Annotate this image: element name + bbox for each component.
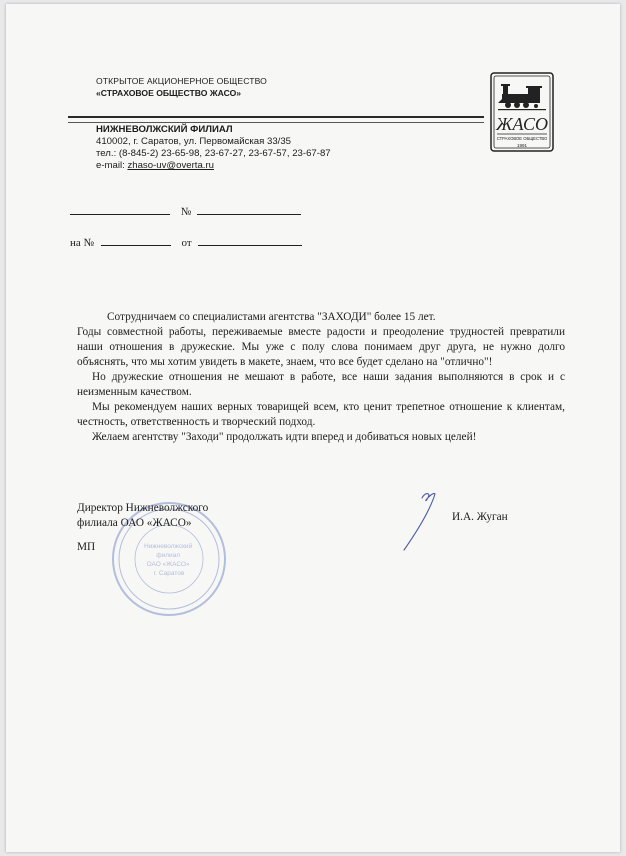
body-paragraph-1: Сотрудничаем со специалистами агентства "ЗАХОДИ" более 15 лет. bbox=[107, 311, 436, 323]
from-label: от bbox=[181, 237, 192, 249]
signature-icon bbox=[398, 490, 448, 556]
handwritten-signature bbox=[398, 490, 448, 556]
outgoing-number-line bbox=[197, 205, 301, 215]
company-logo bbox=[490, 72, 554, 152]
header-divider bbox=[68, 116, 484, 123]
body-paragraph-2: Годы совместной работы, переживаемые вместе радости и преодоление трудностей превратили наши отношения в дружеские. Мы уже с полу слова понимаем друг друга, не нужно долго объяснять, что мы хотим увидеть в макете, знаем, что все будет сделано на "отлично"! bbox=[77, 326, 565, 368]
email-link[interactable]: zhaso-uv@overta.ru bbox=[127, 160, 214, 171]
stamp-line-3: ОАО «ЖАСО» bbox=[146, 561, 190, 568]
reference-prefix: на № bbox=[70, 237, 95, 249]
company-type: ОТКРЫТОЕ АКЦИОНЕРНОЕ ОБЩЕСТВО bbox=[96, 76, 267, 86]
body-paragraph-4: Мы рекомендуем наших верных товарищей всем, кто ценит трепетное отношение к клиентам, честность, ответственность и творческий подход. bbox=[77, 401, 565, 428]
number-sign: № bbox=[180, 206, 192, 218]
reference-number-line bbox=[101, 236, 171, 246]
outgoing-number-row bbox=[70, 205, 301, 218]
body-paragraph-3: Но дружеские отношения не мешают в работе, все наши задания выполняются в срок и с неизменным качеством. bbox=[77, 371, 565, 398]
company-name: «СТРАХОВОЕ ОБЩЕСТВО ЖАСО» bbox=[96, 88, 242, 98]
branch-details bbox=[96, 124, 331, 172]
branch-email-row bbox=[96, 160, 331, 172]
logo-caption: СТРАХОВОЕ ОБЩЕСТВО bbox=[496, 136, 548, 141]
logo-emblem bbox=[490, 72, 554, 152]
branch-address: 410002, г. Саратов, ул. Первомайская 33/35 bbox=[96, 136, 291, 147]
signatory-title-line-1: Директор Нижневолжского bbox=[77, 502, 209, 514]
logo-year: 1991 bbox=[516, 143, 528, 148]
svg-text:Нижневолжский филиал bbox=[144, 542, 194, 577]
outgoing-date-line bbox=[70, 205, 170, 215]
stamp-place-mark: МП bbox=[77, 541, 96, 553]
locomotive-icon bbox=[498, 84, 546, 110]
email-label: e-mail: bbox=[96, 160, 128, 171]
logo-brand: ЖАСО bbox=[495, 114, 549, 134]
letter-body bbox=[77, 310, 565, 445]
reference-date-line bbox=[198, 236, 302, 246]
signatory-title-line-2: филиала ОАО «ЖАСО» bbox=[77, 517, 192, 529]
stamp-line-2: филиал bbox=[156, 552, 180, 559]
branch-phones: тел.: (8-845-2) 23-65-98, 23-67-27, 23-67-57, 23-67-87 bbox=[96, 148, 331, 159]
signer-name: И.А. Жуган bbox=[452, 511, 508, 523]
branch-name: НИЖНЕВОЛЖСКИЙ ФИЛИАЛ bbox=[96, 124, 233, 135]
body-paragraph-5: Желаем агентству "Заходи" продолжать идти вперед и добиваться новых целей! bbox=[92, 431, 477, 443]
stamp-line-1: Нижневолжский bbox=[143, 543, 193, 550]
signatory-title bbox=[77, 501, 208, 531]
letter-page bbox=[6, 4, 620, 852]
reference-row bbox=[70, 236, 302, 249]
stamp-line-4: г. Саратов bbox=[153, 570, 185, 577]
